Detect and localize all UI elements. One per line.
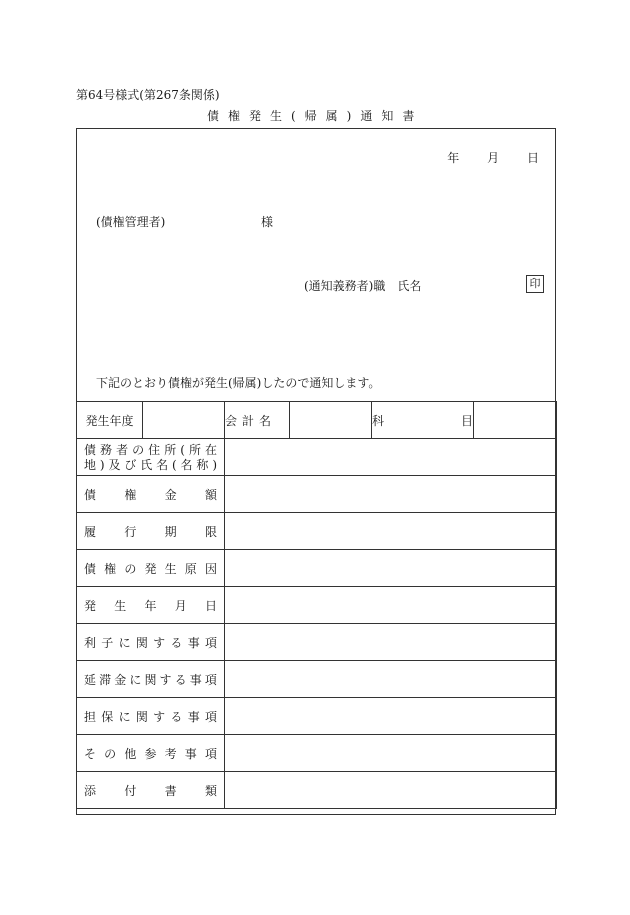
- notice-text: 下記のとおり債権が発生(帰属)したので通知します。: [96, 376, 381, 390]
- row-label: [77, 735, 225, 772]
- row-label-char: 債: [84, 487, 97, 502]
- row-label-char: 保: [101, 709, 114, 724]
- row-label-char: 類: [204, 783, 217, 798]
- row-label-char: 年: [144, 598, 157, 613]
- row-value-field[interactable]: [225, 698, 557, 735]
- row-label: [77, 624, 225, 661]
- document-title: 債権発生(帰属)通知書: [207, 109, 424, 123]
- row-label-char: す: [153, 635, 166, 650]
- row-label-char: 債: [84, 561, 97, 576]
- recipient-label: (債権管理者): [96, 215, 166, 229]
- row-label-char: 事: [189, 672, 202, 687]
- row-value-field[interactable]: [225, 513, 557, 550]
- row-label-char: る: [170, 709, 183, 724]
- row-label-char: 金: [164, 487, 177, 502]
- row-label: [77, 587, 225, 624]
- row-label-char: に: [118, 709, 131, 724]
- row-value-field[interactable]: [225, 476, 557, 513]
- row-label-char: の: [104, 746, 117, 761]
- row-label-char: 履: [84, 524, 97, 539]
- table-row: [77, 513, 557, 550]
- row-label-char: す: [159, 672, 172, 687]
- row-label-char: 限: [204, 524, 217, 539]
- row-label-char: の: [124, 561, 137, 576]
- row-label-char: 事: [187, 635, 200, 650]
- row-label: [77, 476, 225, 513]
- honorific: 様: [261, 215, 274, 229]
- row-label-char: 滞: [99, 672, 112, 687]
- table-row: [77, 772, 557, 809]
- row-label-char: 事: [184, 746, 197, 761]
- table-row: [77, 698, 557, 735]
- row-value-field[interactable]: [225, 550, 557, 587]
- row-label-char: 延: [84, 672, 97, 687]
- row-label-char: 子: [101, 635, 114, 650]
- table-row: [77, 624, 557, 661]
- row-label: [77, 698, 225, 735]
- row-label: [77, 661, 225, 698]
- row-label-char: 事: [187, 709, 200, 724]
- fiscal-year-field[interactable]: [143, 402, 225, 439]
- row-label-char: に: [129, 672, 142, 687]
- row-label: [77, 550, 225, 587]
- row-label-char: 日: [204, 598, 217, 613]
- table-row: [77, 476, 557, 513]
- row-label-char: 他: [124, 746, 137, 761]
- row-label-char: そ: [84, 746, 97, 761]
- row-label: [77, 439, 225, 476]
- table-row: [77, 735, 557, 772]
- notice-header: [77, 129, 555, 401]
- row-label-char: 期: [164, 524, 177, 539]
- row-label-char: 添: [84, 783, 97, 798]
- row-label-char: 担: [84, 709, 97, 724]
- row-label-char: 参: [144, 746, 157, 761]
- seal-mark: 印: [526, 275, 544, 293]
- row-label-char: 月: [174, 598, 187, 613]
- form-number: 第64号様式(第267条関係): [76, 88, 220, 102]
- date-month-label: 月: [487, 151, 500, 165]
- date-year-label: 年: [447, 151, 460, 165]
- row-label-char: 項: [204, 635, 217, 650]
- row-value-field[interactable]: [225, 624, 557, 661]
- row-label-char: 項: [204, 672, 217, 687]
- row-label-char: す: [153, 709, 166, 724]
- account-name-field[interactable]: [290, 402, 372, 439]
- subject-label: [372, 402, 474, 439]
- row-label-char: 原: [184, 561, 197, 576]
- row-label-char: 金: [114, 672, 127, 687]
- row-value-field[interactable]: [225, 772, 557, 809]
- row-label-char: 生: [114, 598, 127, 613]
- row-label-char: る: [170, 635, 183, 650]
- date-day-label: 日: [526, 151, 539, 165]
- row-label-char: 付: [124, 783, 137, 798]
- row-value-field[interactable]: [225, 735, 557, 772]
- row-label-char: 発: [84, 598, 97, 613]
- subject-label-char: 目: [460, 413, 473, 428]
- row-label-char: 関: [135, 635, 148, 650]
- row-value-field[interactable]: [225, 439, 557, 476]
- form-frame: [76, 128, 556, 815]
- subject-label-char: 科: [372, 413, 385, 428]
- row-label-char: 権: [104, 561, 117, 576]
- row-label-char: 項: [204, 746, 217, 761]
- table-row: [77, 439, 557, 476]
- row-label-char: 関: [144, 672, 157, 687]
- account-name-label: 会計名: [225, 402, 290, 439]
- row-label-char: 書: [164, 783, 177, 798]
- table-row: [77, 402, 557, 439]
- row-label-char: る: [174, 672, 187, 687]
- row-label: [77, 513, 225, 550]
- row-label-char: に: [118, 635, 131, 650]
- row-label-line: 地)及び氏名(名称): [84, 458, 217, 472]
- row-label-char: 関: [135, 709, 148, 724]
- row-label-line: 債務者の住所(所在: [84, 443, 217, 457]
- details-table: [76, 401, 557, 809]
- row-label-char: 考: [164, 746, 177, 761]
- row-label-char: 因: [204, 561, 217, 576]
- table-row: [77, 550, 557, 587]
- fiscal-year-label: 発生年度: [77, 402, 143, 439]
- row-label-char: 発: [144, 561, 157, 576]
- sender-label: (通知義務者)職 氏名: [304, 279, 422, 293]
- date-line: [447, 149, 539, 166]
- row-label-char: 額: [204, 487, 217, 502]
- row-label-char: 利: [84, 635, 97, 650]
- row-label-char: 生: [164, 561, 177, 576]
- table-row: [77, 587, 557, 624]
- row-value-field[interactable]: [225, 587, 557, 624]
- row-value-field[interactable]: [225, 661, 557, 698]
- table-row: [77, 661, 557, 698]
- row-label-char: 権: [124, 487, 137, 502]
- row-label-char: 行: [124, 524, 137, 539]
- row-label-char: 項: [204, 709, 217, 724]
- row-label: [77, 772, 225, 809]
- subject-field[interactable]: [474, 402, 557, 439]
